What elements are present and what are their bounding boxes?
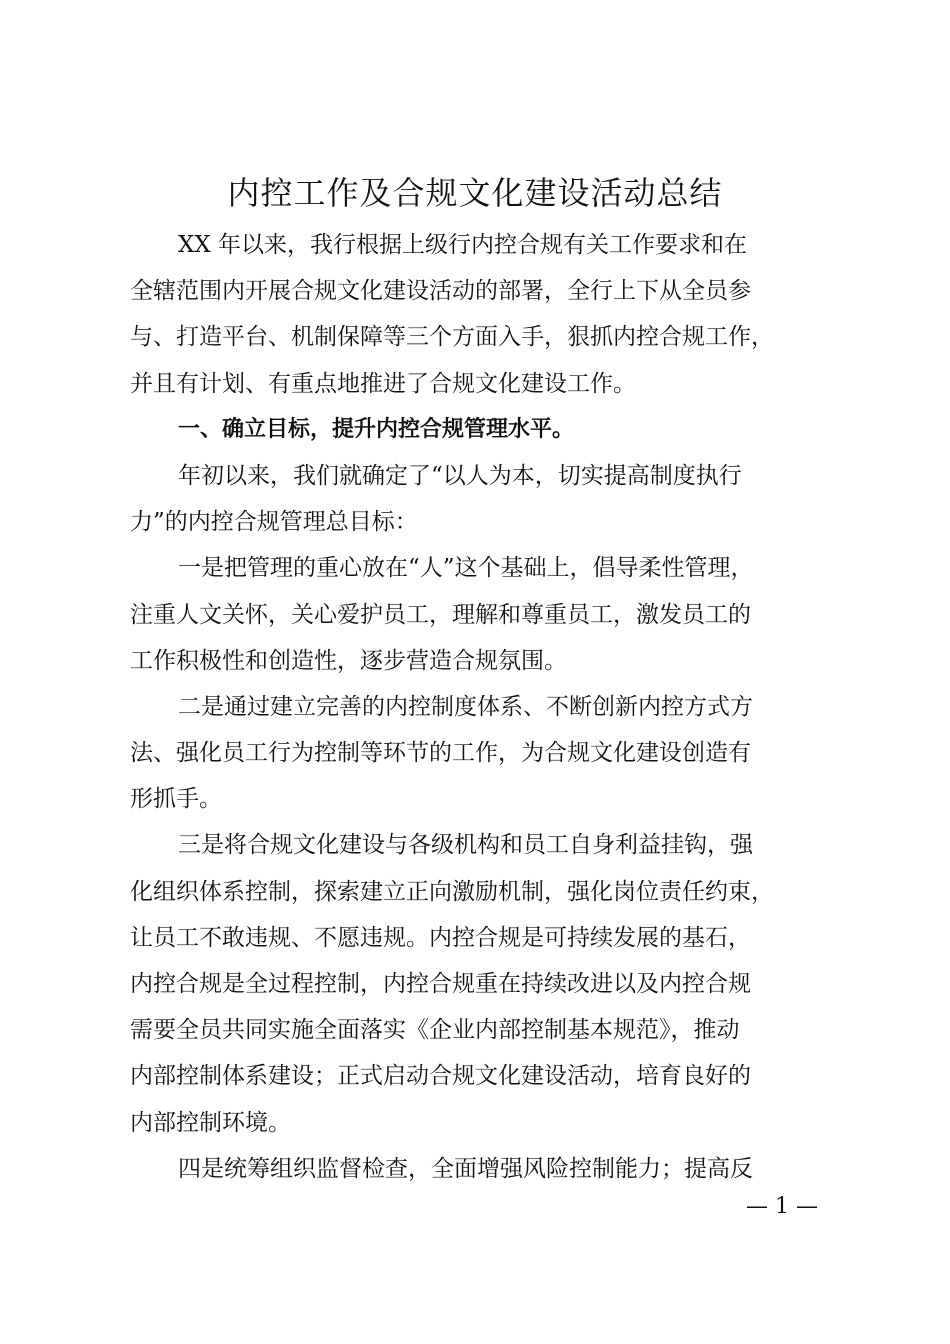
paragraph-line: XX 年以来，我行根据上级行内控合规有关工作要求和在: [178, 232, 748, 258]
paragraph-line: 法、强化员工行为控制等环节的工作，为合规文化建设创造有: [130, 740, 751, 767]
paragraph-line: 注重人文关怀，关心爱护员工，理解和尊重员工，激发员工的: [130, 601, 751, 628]
paragraph-line: 形抓手。: [130, 786, 222, 813]
paragraph-line: 工作积极性和创造性，逐步营造合规氛围。: [130, 647, 567, 674]
paragraph-line: 力”的内控合规管理总目标：: [130, 509, 418, 536]
paragraph-line: 二是通过建立完善的内控制度体系、不断创新内控方式方: [178, 693, 753, 720]
paragraph-line: 内部控制体系建设；正式启动合规文化建设活动，培育良好的: [130, 1063, 751, 1090]
paragraph-line: 并且有计划、有重点地推进了合规文化建设工作。: [130, 370, 636, 397]
paragraph-line: 让员工不敢违规、不愿违规。内控合规是可持续发展的基石，: [130, 924, 751, 951]
paragraph-line: 内部控制环境。: [130, 1109, 291, 1136]
paragraph-line: 四是统筹组织监督检查，全面增强风险控制能力；提高反: [178, 1155, 753, 1182]
section-heading: 一、确立目标，提升内控合规管理水平。: [178, 416, 575, 442]
paragraph-line: 年初以来，我们就确定了“以人为本，切实提高制度执行: [178, 462, 742, 489]
paragraph-line: 全辖范围内开展合规文化建设活动的部署，全行上下从全员参: [130, 278, 751, 305]
document-body: [130, 222, 820, 1192]
paragraph-line: 三是将合规文化建设与各级机构和员工自身利益挂钩，强: [178, 832, 753, 859]
paragraph-line: 内控合规是全过程控制，内控合规重在持续改进以及内控合规: [130, 971, 751, 997]
paragraph-line: 需要全员共同实施全面落实《企业内部控制基本规范》，推动: [130, 1017, 740, 1044]
paragraph-line: 一是把管理的重心放在“人”这个基础上，倡导柔性管理，: [178, 555, 754, 582]
paragraph-line: 与、打造平台、机制保障等三个方面入手，狠抓内控合规工作，: [130, 324, 774, 351]
page-number: — 1 —: [746, 1194, 818, 1219]
document-title: 内控工作及合规文化建设活动总结: [227, 174, 723, 212]
paragraph-line: 化组织体系控制，探索建立正向激励机制，强化岗位责任约束，: [130, 878, 774, 905]
